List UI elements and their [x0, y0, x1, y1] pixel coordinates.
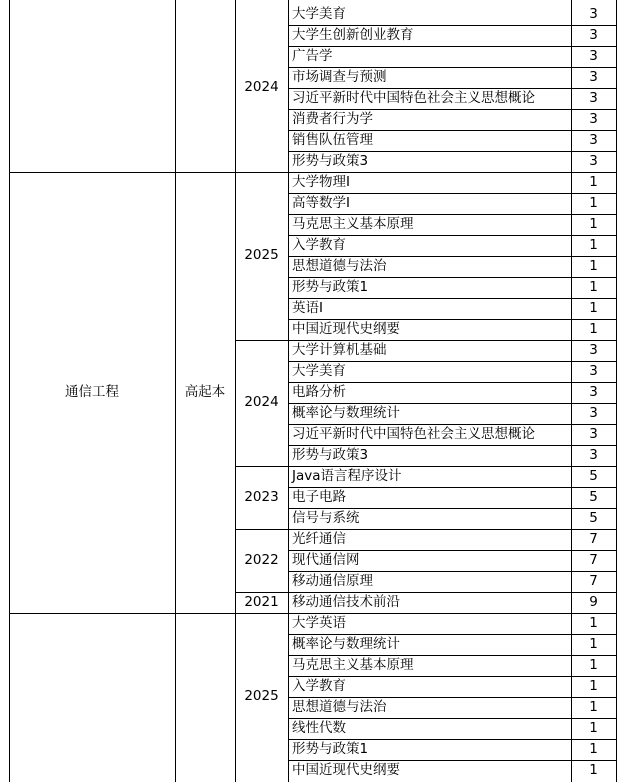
grid-line — [288, 508, 617, 509]
course-name: Java语言程序设计 — [292, 467, 402, 484]
course-name: 线性代数 — [292, 719, 346, 736]
credit-value: 1 — [589, 677, 598, 694]
credit-value: 1 — [589, 320, 598, 337]
grid-line — [288, 319, 617, 320]
grid-line — [288, 151, 617, 152]
course-name: 思想道德与法治 — [292, 257, 387, 274]
course-name: 移动通信原理 — [292, 572, 373, 589]
course-name: 入学教育 — [292, 236, 346, 253]
course-name: 形势与政策3 — [292, 152, 369, 169]
course-name: 大学英语 — [292, 614, 346, 631]
course-name: 形势与政策1 — [292, 278, 369, 295]
grid-line — [288, 235, 617, 236]
credit-value: 3 — [589, 89, 598, 106]
grid-line — [616, 0, 617, 173]
credit-value: 7 — [589, 551, 598, 568]
credit-value: 1 — [589, 236, 598, 253]
credit-value: 3 — [589, 110, 598, 127]
grid-line — [288, 676, 617, 677]
grid-line — [288, 88, 617, 89]
grid-line — [288, 487, 617, 488]
credit-value: 3 — [589, 362, 598, 379]
grid-line — [9, 613, 10, 782]
grid-line — [9, 172, 10, 614]
course-name: 大学物理I — [292, 173, 350, 190]
credit-value: 3 — [589, 131, 598, 148]
year-cell: 2021 — [244, 593, 279, 610]
credit-value: 1 — [589, 278, 598, 295]
course-name: 移动通信技术前沿 — [292, 593, 400, 610]
credit-value: 1 — [589, 173, 598, 190]
grid-line — [175, 172, 176, 614]
grid-line — [288, 214, 617, 215]
course-name: 中国近现代史纲要 — [292, 320, 400, 337]
credit-value: 7 — [589, 530, 598, 547]
credit-value: 9 — [589, 593, 598, 610]
credit-value: 1 — [589, 698, 598, 715]
grid-line — [288, 592, 617, 593]
grid-line — [288, 403, 617, 404]
grid-line — [288, 571, 617, 572]
grid-line — [288, 298, 617, 299]
grid-line — [288, 193, 617, 194]
grid-line — [235, 0, 236, 173]
grid-line — [288, 256, 617, 257]
course-name: 大学美育 — [292, 5, 346, 22]
grid-line — [288, 46, 617, 47]
credit-value: 3 — [589, 152, 598, 169]
grid-line — [235, 613, 236, 782]
grid-line — [288, 340, 617, 341]
credit-value: 3 — [589, 425, 598, 442]
credit-value: 1 — [589, 635, 598, 652]
major-cell — [9, 4, 175, 172]
grid-line — [9, 0, 10, 173]
course-name: 入学教育 — [292, 677, 346, 694]
course-name: 高等数学I — [292, 194, 350, 211]
year-cell: 2025 — [244, 688, 279, 705]
course-name: 电子电路 — [292, 488, 346, 505]
credit-value: 3 — [589, 404, 598, 421]
level-cell — [175, 613, 235, 781]
level-cell — [175, 4, 235, 172]
credit-value: 3 — [589, 47, 598, 64]
course-name: 形势与政策1 — [292, 740, 369, 757]
course-name: 习近平新时代中国特色社会主义思想概论 — [292, 89, 535, 106]
grid-line — [288, 718, 617, 719]
grid-line — [235, 172, 236, 614]
course-name: 电路分析 — [292, 383, 346, 400]
credit-value: 1 — [589, 257, 598, 274]
course-name: 中国近现代史纲要 — [292, 761, 400, 778]
grid-line — [288, 550, 617, 551]
grid-line — [175, 613, 176, 782]
course-name: 大学美育 — [292, 362, 346, 379]
credit-value: 3 — [589, 5, 598, 22]
grid-line — [288, 466, 617, 467]
grid-line — [288, 697, 617, 698]
course-name: 形势与政策3 — [292, 446, 369, 463]
grid-line — [616, 172, 617, 614]
credit-value: 3 — [589, 383, 598, 400]
credit-value: 5 — [589, 488, 598, 505]
course-name: 马克思主义基本原理 — [292, 215, 414, 232]
grid-line — [571, 172, 572, 614]
year-cell: 2024 — [244, 79, 279, 96]
grid-line — [288, 445, 617, 446]
grid-line — [288, 109, 617, 110]
course-name: 概率论与数理统计 — [292, 404, 400, 421]
course-name: 光纤通信 — [292, 530, 346, 547]
grid-line — [288, 613, 289, 782]
credit-value: 1 — [589, 761, 598, 778]
course-name: 现代通信网 — [292, 551, 360, 568]
grid-line — [288, 67, 617, 68]
course-name: 市场调查与预测 — [292, 68, 387, 85]
course-name: 概率论与数理统计 — [292, 635, 400, 652]
credit-value: 5 — [589, 467, 598, 484]
credit-value: 1 — [589, 719, 598, 736]
grid-line — [288, 382, 617, 383]
grid-line — [288, 361, 617, 362]
course-name: 大学计算机基础 — [292, 341, 387, 358]
year-cell: 2022 — [244, 551, 279, 568]
grid-line — [288, 613, 617, 614]
year-cell: 2025 — [244, 247, 279, 264]
grid-line — [288, 0, 289, 173]
level-cell: 高起本 — [184, 383, 226, 400]
grid-line — [288, 130, 617, 131]
credit-value: 1 — [589, 656, 598, 673]
course-name: 销售队伍管理 — [292, 131, 373, 148]
grid-line — [288, 172, 289, 614]
course-name: 英语I — [292, 299, 323, 316]
course-name: 大学生创新创业教育 — [292, 26, 414, 43]
grid-line — [288, 739, 617, 740]
credit-value: 1 — [589, 215, 598, 232]
course-name: 思想道德与法治 — [292, 698, 387, 715]
grid-line — [571, 613, 572, 782]
course-name: 广告学 — [292, 47, 333, 64]
course-name: 马克思主义基本原理 — [292, 656, 414, 673]
grid-line — [571, 0, 572, 173]
grid-line — [288, 25, 617, 26]
major-cell: 通信工程 — [65, 383, 119, 400]
grid-line — [9, 613, 236, 614]
credit-value: 1 — [589, 194, 598, 211]
year-cell: 2024 — [244, 394, 279, 411]
major-cell — [9, 613, 175, 781]
grid-line — [288, 760, 617, 761]
grid-line — [288, 634, 617, 635]
credit-value: 5 — [589, 509, 598, 526]
course-name: 习近平新时代中国特色社会主义思想概论 — [292, 425, 535, 442]
year-cell: 2023 — [244, 488, 279, 505]
credit-value: 1 — [589, 614, 598, 631]
credit-value: 3 — [589, 68, 598, 85]
grid-line — [175, 0, 176, 173]
grid-line — [288, 172, 617, 173]
course-name: 消费者行为学 — [292, 110, 373, 127]
grid-line — [288, 277, 617, 278]
grid-line — [616, 613, 617, 782]
credit-value: 3 — [589, 341, 598, 358]
credit-value: 3 — [589, 26, 598, 43]
grid-line — [288, 529, 617, 530]
grid-line — [9, 172, 236, 173]
grid-line — [288, 424, 617, 425]
course-name: 信号与系统 — [292, 509, 360, 526]
credit-value: 7 — [589, 572, 598, 589]
grid-line — [288, 655, 617, 656]
credit-value: 1 — [589, 299, 598, 316]
credit-value: 3 — [589, 446, 598, 463]
credit-value: 1 — [589, 740, 598, 757]
